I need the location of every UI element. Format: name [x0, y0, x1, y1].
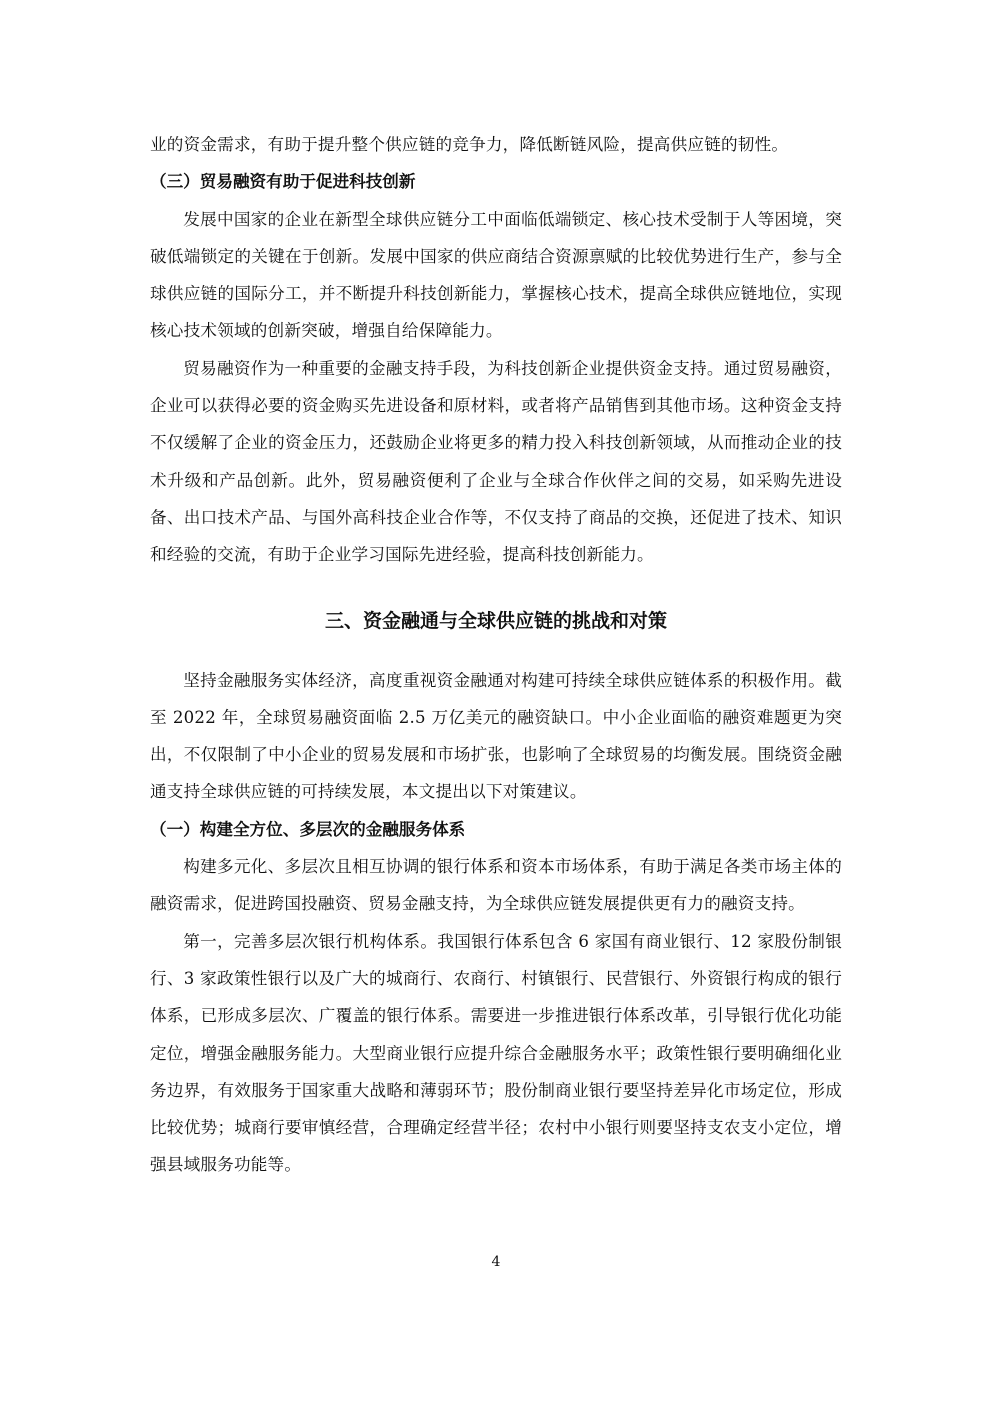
paragraph-system-2: 第一，完善多层次银行机构体系。我国银行体系包含 6 家国有商业银行、12 家股份制银行、3 家政策性银行以及广大的城商行、农商行、村镇银行、民营银行、外资银行构成的银行体系，已形成多层次、广覆盖的银行体系。需要进一步推进银行体系改革，引导银行优化功能定位，增强金融服务能力。大型商业银行应提升综合金融服务水平；政策性银行要明确细化业务边界，有效服务于国家重大战略和薄弱环节；股份制商业银行要坚持差异化市场定位，形成比较优势；城商行要审慎经营，合理确定经营半径；农村中小银行则要坚持支农支小定位，增强县域服务功能等。: [150, 931, 842, 1175]
section-heading: 三、资金融通与全球供应链的挑战和对策: [324, 609, 667, 632]
paragraph-intro-tail: 业的资金需求，有助于提升整个供应链的竞争力，降低断链风险，提高供应链的韧性。: [150, 135, 789, 154]
section-spacer: [150, 640, 842, 662]
section-spacer: [150, 574, 842, 602]
sub-heading-innovation: （三）贸易融资有助于促进科技创新: [150, 172, 416, 192]
page-number: 4: [491, 1254, 501, 1270]
sub-heading-financial-system: （一）构建全方位、多层次的金融服务体系: [150, 819, 466, 839]
document-page: [150, 126, 842, 1184]
paragraph-section-intro: 坚持金融服务实体经济，高度重视资金融通对构建可持续全球供应链体系的积极作用。截至 2022 年，全球贸易融资面临 2.5 万亿美元的融资缺口。中小企业面临的融资难题更为突出，不仅限制了中小企业的贸易发展和市场扩张，也影响了全球贸易的均衡发展。围绕资金融通支持全球供应链的可持续发展，本文提出以下对策建议。: [150, 670, 842, 802]
paragraph-system-1: 构建多元化、多层次且相互协调的银行体系和资本市场体系，有助于满足各类市场主体的融资需求，促进跨国投融资、贸易金融支持，为全球供应链发展提供更有力的融资支持。: [150, 857, 842, 914]
paragraph-innovation-1: 发展中国家的企业在新型全球供应链分工中面临低端锁定、核心技术受制于人等困境，突破低端锁定的关键在于创新。发展中国家的供应商结合资源禀赋的比较优势进行生产，参与全球供应链的国际分工，并不断提升科技创新能力，掌握核心技术，提高全球供应链地位，实现核心技术领域的创新突破，增强自给保障能力。: [150, 209, 842, 341]
paragraph-innovation-2: 贸易融资作为一种重要的金融支持手段，为科技创新企业提供资金支持。通过贸易融资，企业可以获得必要的资金购买先进设备和原材料，或者将产品销售到其他市场。这种资金支持不仅缓解了企业的资金压力，还鼓励企业将更多的精力投入科技创新领域，从而推动企业的技术升级和产品创新。此外，贸易融资便利了企业与全球合作伙伴之间的交易，如采购先进设备、出口技术产品、与国外高科技企业合作等，不仅支持了商品的交换，还促进了技术、知识和经验的交流，有助于企业学习国际先进经验，提高科技创新能力。: [150, 358, 842, 565]
